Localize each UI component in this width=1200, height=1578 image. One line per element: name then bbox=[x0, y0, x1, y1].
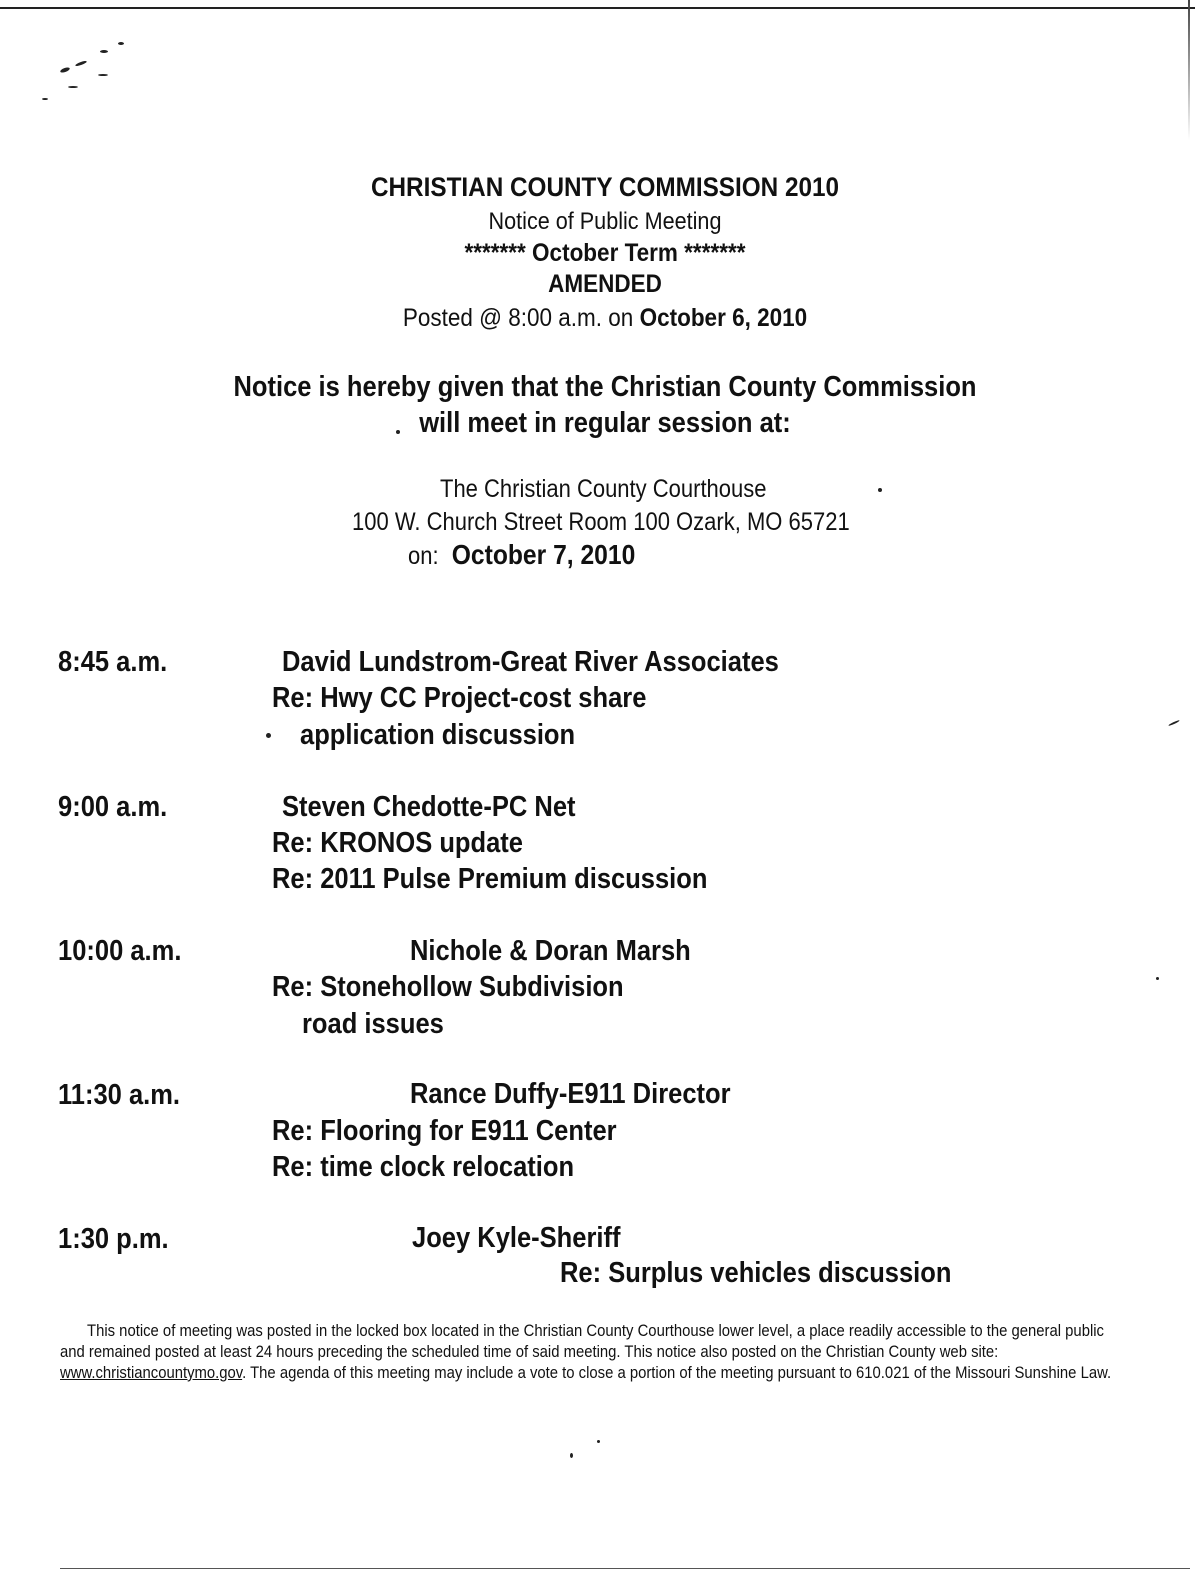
notice-line-1: Notice is hereby given that the Christian County Commission bbox=[233, 371, 977, 403]
agenda-presenter: David Lundstrom-Great River Associates bbox=[282, 646, 779, 678]
scan-edge-right bbox=[1188, 0, 1190, 140]
agenda-presenter: Steven Chedotte-PC Net bbox=[282, 791, 576, 823]
scan-speck bbox=[597, 1440, 600, 1443]
agenda-presenter: Nichole & Doran Marsh bbox=[410, 935, 691, 967]
scan-edge-bottom bbox=[60, 1568, 1190, 1569]
meeting-date: October 7, 2010 bbox=[451, 539, 636, 570]
county-website-link[interactable]: www.christiancountymo.gov bbox=[60, 1364, 243, 1382]
notice-subtitle: Notice of Public Meeting bbox=[488, 208, 722, 235]
agenda-topic: Re: Surplus vehicles discussion bbox=[560, 1257, 952, 1289]
scan-speck bbox=[68, 86, 78, 88]
courthouse-address: 100 W. Church Street Room 100 Ozark, MO 65721 bbox=[352, 508, 850, 536]
agenda-topic: Re: KRONOS update bbox=[272, 827, 523, 859]
posted-date: October 6, 2010 bbox=[639, 304, 808, 332]
agenda-time: 8:45 a.m. bbox=[58, 646, 168, 678]
scan-speck bbox=[118, 42, 124, 45]
scan-speck bbox=[266, 733, 271, 738]
disclaimer-text-end: . The agenda of this meeting may include a vote to close a portion of the meeting pursuant to 610.021 of the Missouri Sunshine Law. bbox=[242, 1364, 1112, 1382]
posted-prefix: Posted @ 8:00 a.m. on bbox=[402, 304, 634, 332]
notice-line-2: will meet in regular session at: bbox=[419, 407, 791, 439]
scan-speck bbox=[1168, 720, 1180, 727]
disclaimer-text: This notice of meeting was posted in the locked box located in the Christian County Courthouse lower level, a place readily accessible to the general public and remained posted at least 24 hours preceding the scheduled time of said meeting. This notice also posted on the Christian County web site: bbox=[60, 1322, 1104, 1361]
meeting-date-line bbox=[408, 539, 635, 571]
agenda-topic: Re: Stonehollow Subdivision bbox=[272, 971, 624, 1003]
scan-speck bbox=[570, 1453, 573, 1458]
agenda-topic: Re: Flooring for E911 Center bbox=[272, 1115, 617, 1147]
agenda-time: 10:00 a.m. bbox=[58, 935, 182, 967]
scan-speck bbox=[75, 60, 87, 67]
scan-speck bbox=[878, 488, 882, 492]
scan-speck bbox=[1156, 977, 1159, 980]
courthouse-name: The Christian County Courthouse bbox=[440, 475, 767, 503]
agenda-topic: Re: 2011 Pulse Premium discussion bbox=[272, 863, 708, 895]
posting-disclaimer bbox=[60, 1321, 1122, 1384]
agenda-topic: application discussion bbox=[300, 719, 576, 751]
on-label: on: bbox=[408, 542, 439, 570]
agenda-topic: Re: time clock relocation bbox=[272, 1151, 575, 1183]
agenda-time: 1:30 p.m. bbox=[58, 1223, 169, 1255]
scan-speck bbox=[60, 66, 71, 73]
term-label: ******* October Term ******* bbox=[464, 239, 746, 267]
agenda-time: 11:30 a.m. bbox=[58, 1079, 181, 1111]
scan-speck bbox=[42, 98, 48, 100]
agenda-topic: Re: Hwy CC Project-cost share bbox=[272, 682, 647, 714]
agenda-presenter: Joey Kyle-Sheriff bbox=[412, 1222, 621, 1254]
agenda-topic: road issues bbox=[302, 1008, 444, 1040]
scan-edge-top bbox=[0, 7, 1195, 9]
agenda-presenter: Rance Duffy-E911 Director bbox=[410, 1078, 731, 1110]
commission-title: CHRISTIAN COUNTY COMMISSION 2010 bbox=[370, 172, 840, 202]
scan-speck bbox=[98, 74, 108, 76]
posted-line bbox=[61, 304, 1150, 333]
agenda-time: 9:00 a.m. bbox=[58, 791, 168, 823]
scan-speck bbox=[100, 50, 108, 53]
amended-label: AMENDED bbox=[548, 270, 662, 298]
